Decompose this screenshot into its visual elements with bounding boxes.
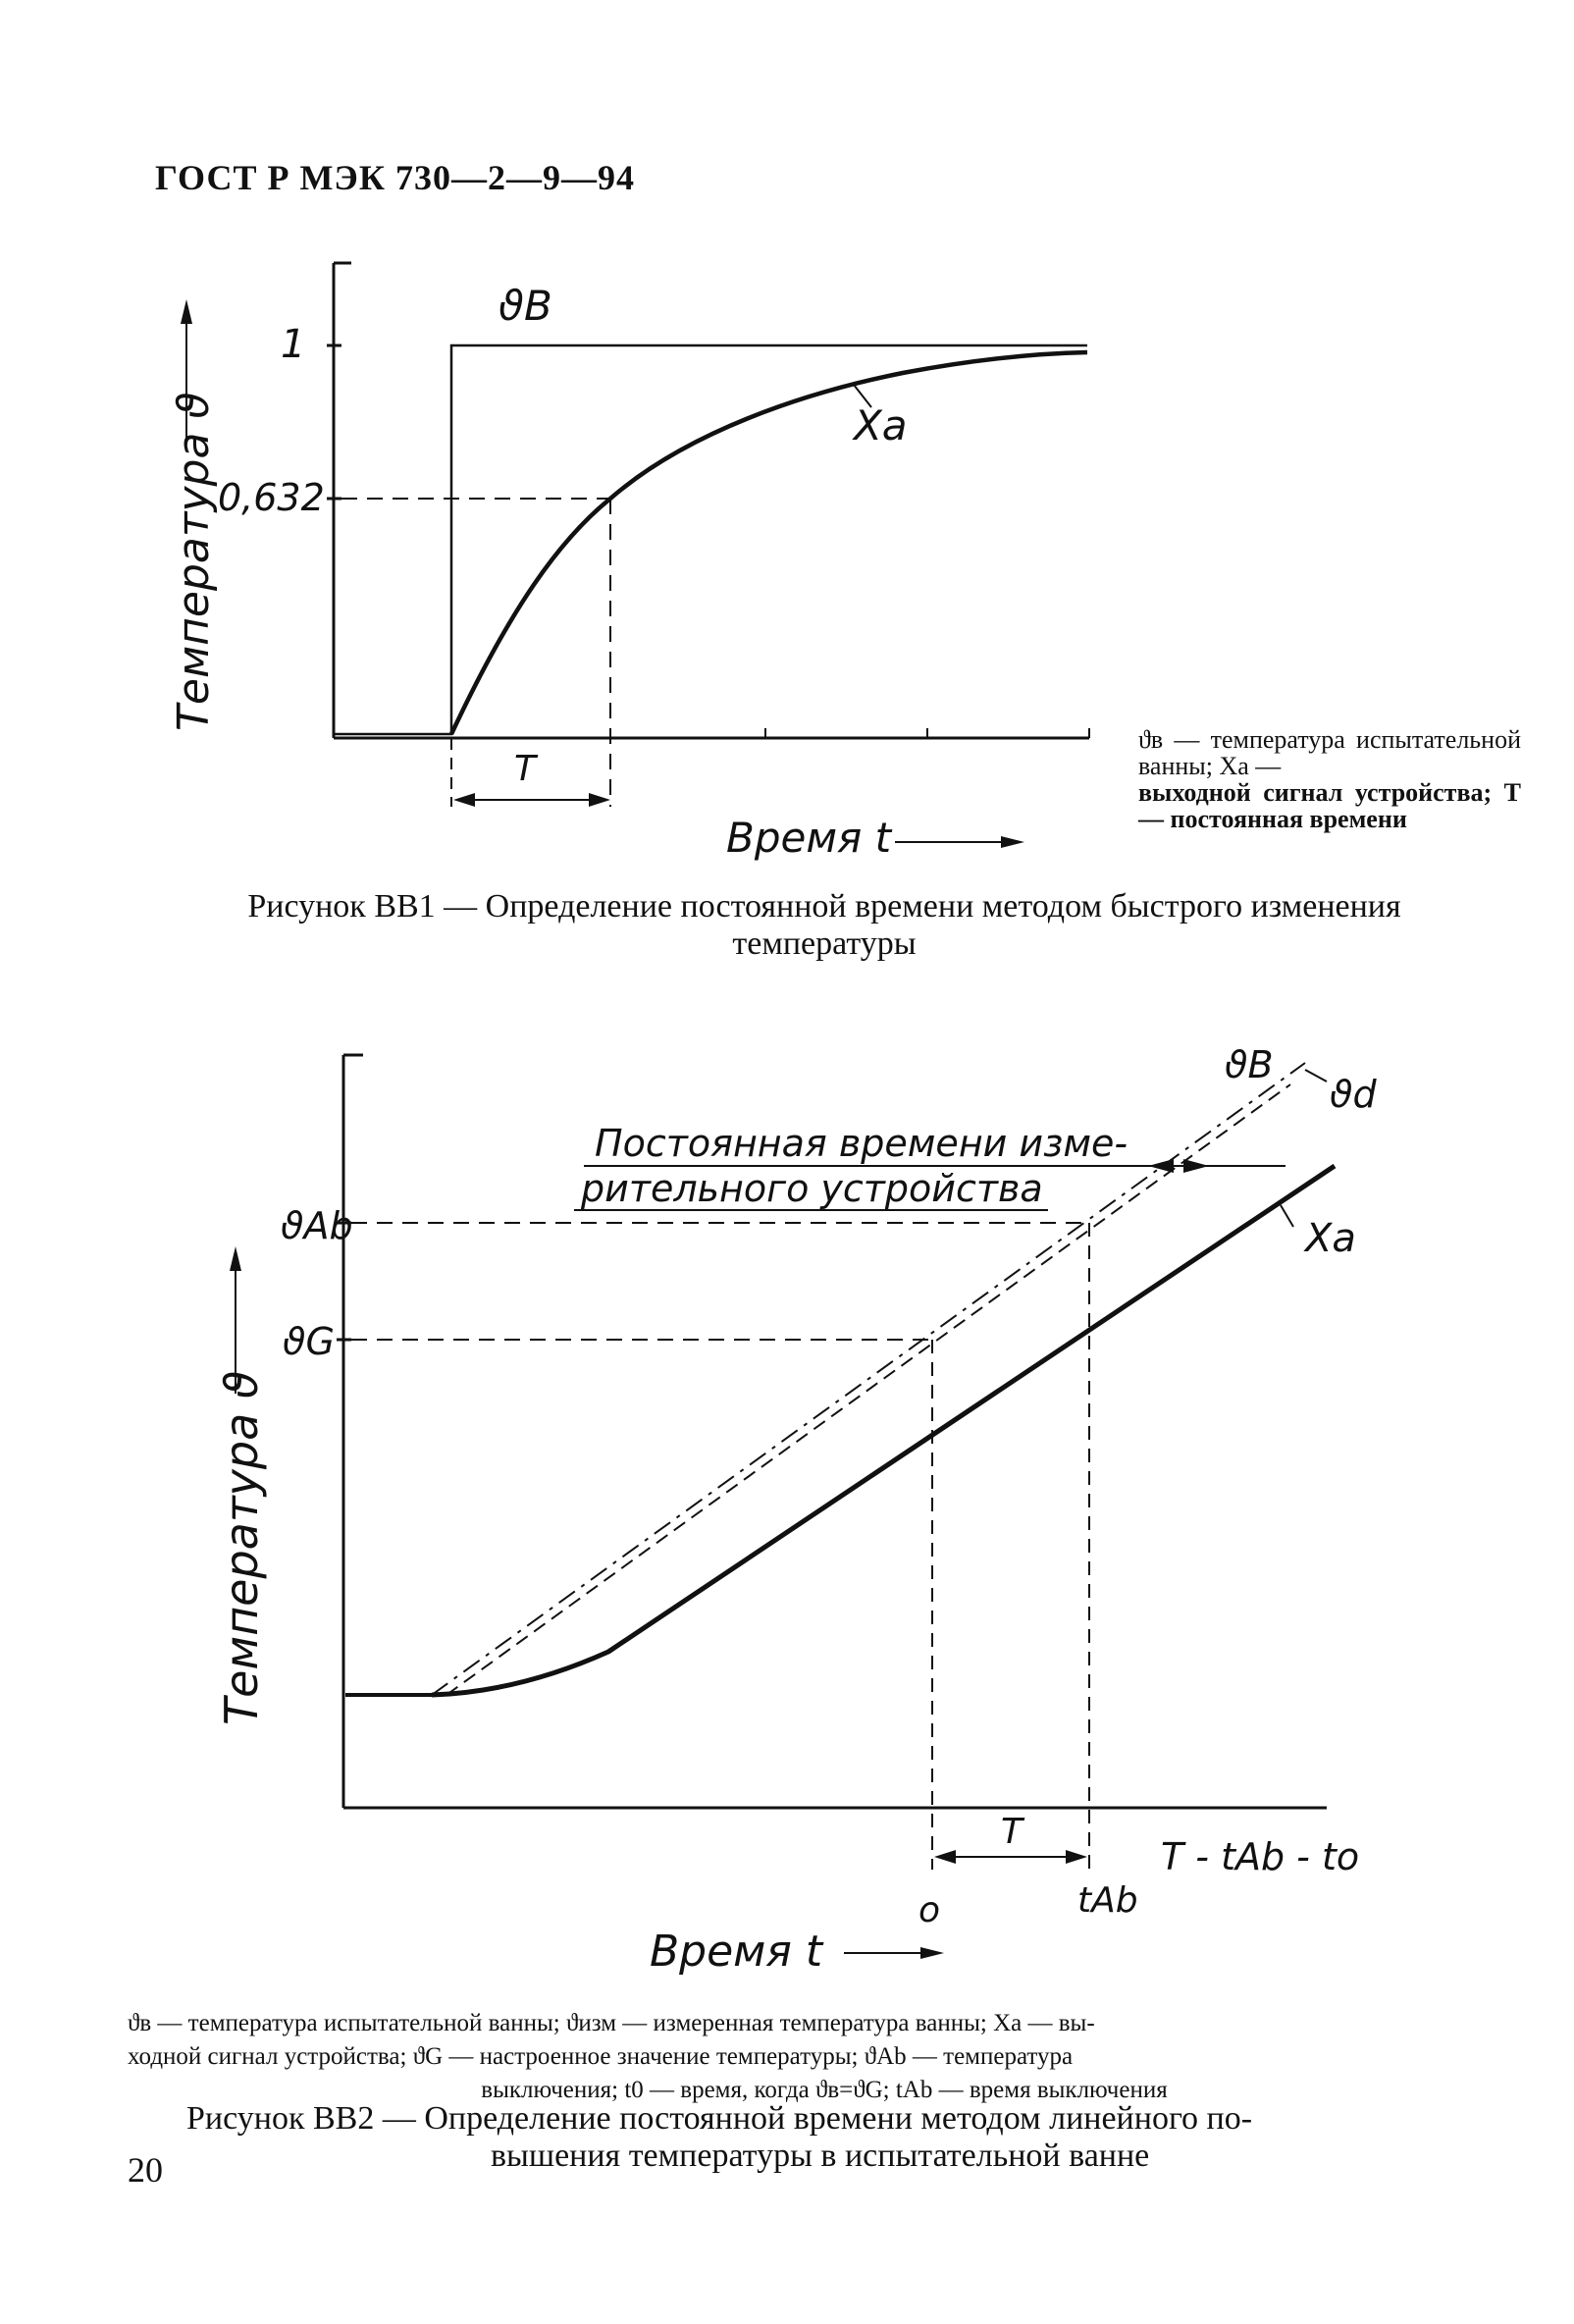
document-header: ГОСТ Р МЭК 730—2—9—94: [155, 158, 635, 197]
figure2-meas-label: ϑd: [1330, 1073, 1377, 1116]
figure1-T-label: T: [514, 749, 536, 789]
figure2-x-arrowhead: [920, 1947, 944, 1959]
figure2-T-arrowhead-right: [1066, 1850, 1087, 1864]
figure2-series-output: [432, 1166, 1335, 1695]
figure2-x-tick-o-label: o: [918, 1890, 941, 1930]
figure1-series-output: [451, 352, 1087, 734]
figure1-T-arrowhead-left: [453, 793, 475, 807]
figure2-y-tick-g-label: ϑG: [283, 1320, 335, 1363]
figure2-T-arrowhead-left: [934, 1850, 956, 1864]
figure2-caption: [186, 2100, 1531, 2175]
figure2-caption-line2: вышения температуры в испытательной ванне: [491, 2138, 1150, 2174]
figure1-legend-line1: ϑв — температура испытательной ванны; Xa —: [1138, 725, 1521, 780]
figure2-legend-line2: ходной сигнал устройства; ϑG — настроенное значение температуры; ϑAb — температура: [128, 2043, 1074, 2070]
figure1-caption-line1: Рисунок ВВ1 — Определение постоянной времени методом быстрого изменения: [247, 888, 1401, 924]
figure2-output-leader: [1281, 1205, 1293, 1227]
figure1-output-label: Xa: [854, 401, 908, 449]
figure1-bath-label: ϑB: [498, 282, 552, 330]
figure2-caption-line1: Рисунок ВВ2 — Определение постоянной времени методом линейного по-: [186, 2100, 1253, 2137]
figure2-annotation-line1: Постоянная времени изме-: [595, 1122, 1128, 1165]
figure2-legend-line3: выключения; t0 — время, когда ϑв=ϑG; tAb — время выключения: [481, 2077, 1168, 2103]
figure1-y-arrowhead: [181, 299, 192, 324]
figure2-y-arrowhead: [230, 1246, 241, 1271]
figure1-x-arrowhead: [1001, 836, 1024, 848]
figure1-caption-line2: температуры: [732, 925, 917, 962]
figure1-legend-line2: выходной сигнал устройства; T — постоянная времени: [1138, 778, 1521, 833]
figure2-meas-leader: [1305, 1070, 1327, 1082]
figure2-annotation-arrow-right: [1183, 1159, 1209, 1173]
figure1-x-label: Время t: [726, 814, 892, 862]
figure2-y-tick-ab-label: ϑAb: [281, 1204, 353, 1247]
figure2-legend: [128, 2007, 1521, 2107]
figure2-annotation-line2: рительного устройства: [581, 1167, 1043, 1210]
figure2-x-label: Время t: [650, 1927, 823, 1977]
figure2-y-label: Температура ϑ: [215, 1370, 268, 1725]
figure1-y-tick-0632-label: 0,632: [218, 476, 325, 519]
figure2-annotation-arrow-left: [1148, 1159, 1174, 1173]
figure1-T-arrowhead-right: [589, 793, 610, 807]
figure1-caption: [137, 888, 1511, 963]
figure2-formula: T - tAb - to: [1161, 1835, 1360, 1878]
figure2-bath-label: ϑB: [1225, 1043, 1274, 1086]
figure1-y-label: Температура ϑ: [169, 392, 219, 731]
figure2-legend-line1: ϑв — температура испытательной ванны; ϑизм — измеренная температура ванны; Xa — вы-: [128, 2010, 1095, 2036]
figure1-legend: [1138, 726, 1521, 832]
page-number: 20: [128, 2150, 163, 2190]
figure2-T-label: T: [1001, 1812, 1023, 1852]
figure1-series-bath: [334, 345, 1087, 734]
figure1-y-tick-1-label: 1: [281, 322, 306, 367]
figure1-plot: [181, 263, 1089, 848]
figure2-x-tick-ab-label: tAb: [1077, 1880, 1138, 1921]
figure2-output-label: Xa: [1305, 1216, 1356, 1261]
